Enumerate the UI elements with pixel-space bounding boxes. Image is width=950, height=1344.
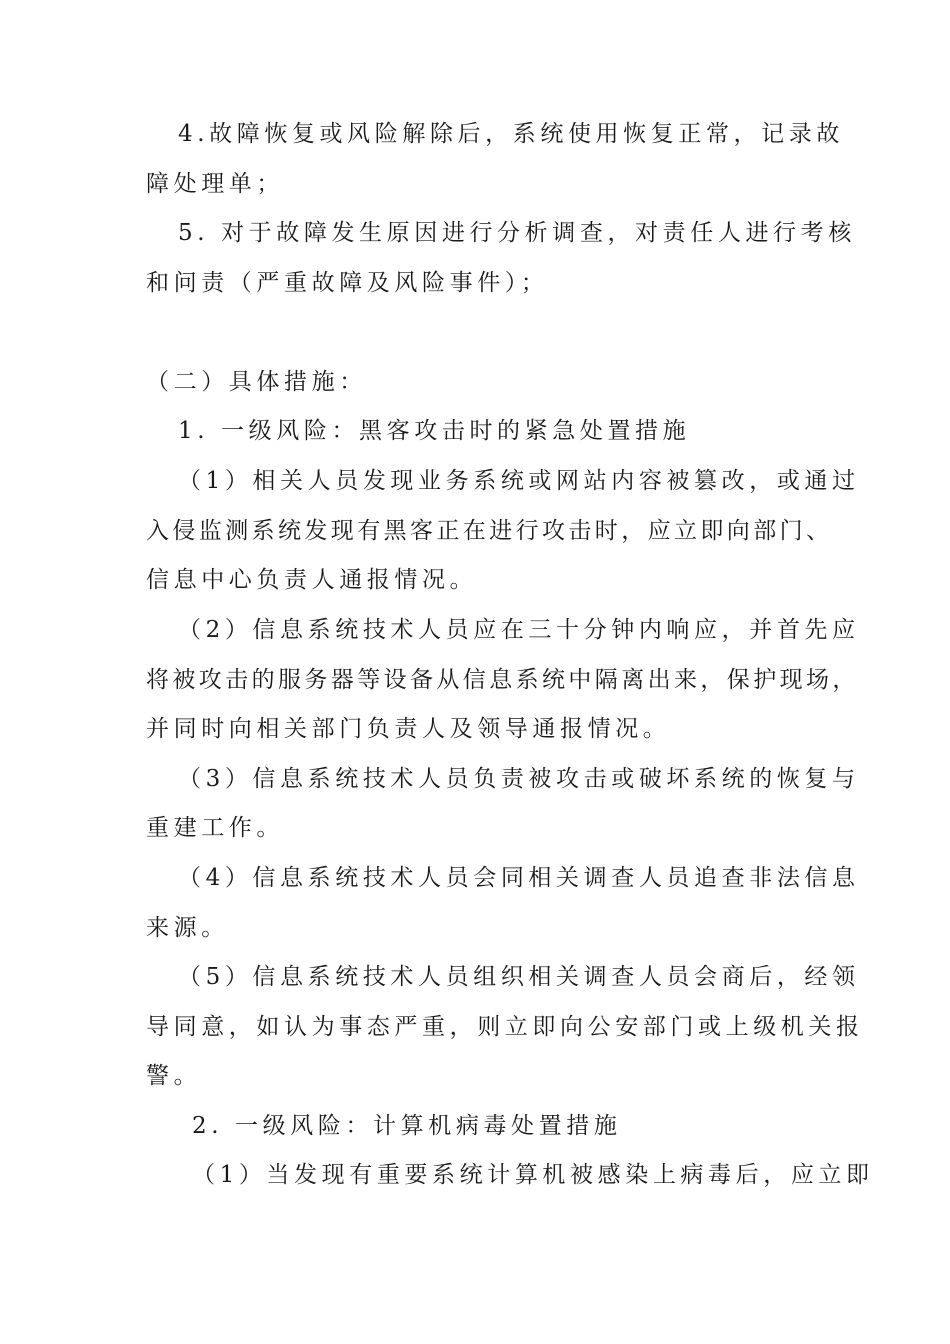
paragraph-line: 障处理单； [146, 171, 284, 197]
paragraph-line: 入侵监测系统发现有黑客正在进行攻击时，应立即向部门、 [146, 518, 833, 544]
paragraph-line: （5）信息系统技术人员组织相关调查人员会商后，经领 [178, 964, 860, 990]
paragraph-line: 4.故障恢复或风险解除后，系统使用恢复正常，记录故 [178, 121, 844, 147]
subsection-heading: 1. 一级风险：黑客攻击时的紧急处置措施 [178, 418, 691, 444]
paragraph-line: 来源。 [146, 915, 229, 941]
section-heading: （二）具体措施： [146, 369, 367, 395]
paragraph-line: （1）相关人员发现业务系统或网站内容被篡改，或通过 [178, 468, 860, 494]
paragraph-line: 警。 [146, 1063, 202, 1089]
paragraph-line: 导同意，如认为事态严重，则立即向公安部门或上级机关报 [146, 1014, 864, 1040]
subsection-heading: 2. 一级风险：计算机病毒处置措施 [192, 1113, 622, 1139]
paragraph-line: 重建工作。 [146, 815, 284, 841]
paragraph-line: （1）当发现有重要系统计算机被感染上病毒后，应立即 [192, 1162, 874, 1188]
paragraph-line: 和问责（严重故障及风险事件）； [146, 270, 549, 296]
paragraph-line: （4）信息系统技术人员会同相关调查人员追查非法信息 [178, 865, 860, 891]
paragraph-line: 并同时向相关部门负责人及领导通报情况。 [146, 716, 671, 742]
paragraph-line: （3）信息系统技术人员负责被攻击或破坏系统的恢复与 [178, 766, 860, 792]
paragraph-line: 信息中心负责人通报情况。 [146, 567, 478, 593]
paragraph-line: 5. 对于故障发生原因进行分析调查，对责任人进行考核 [178, 220, 856, 246]
paragraph-line: 将被攻击的服务器等设备从信息系统中隔离出来，保护现场， [146, 667, 859, 693]
paragraph-line: （2）信息系统技术人员应在三十分钟内响应，并首先应 [178, 617, 860, 643]
